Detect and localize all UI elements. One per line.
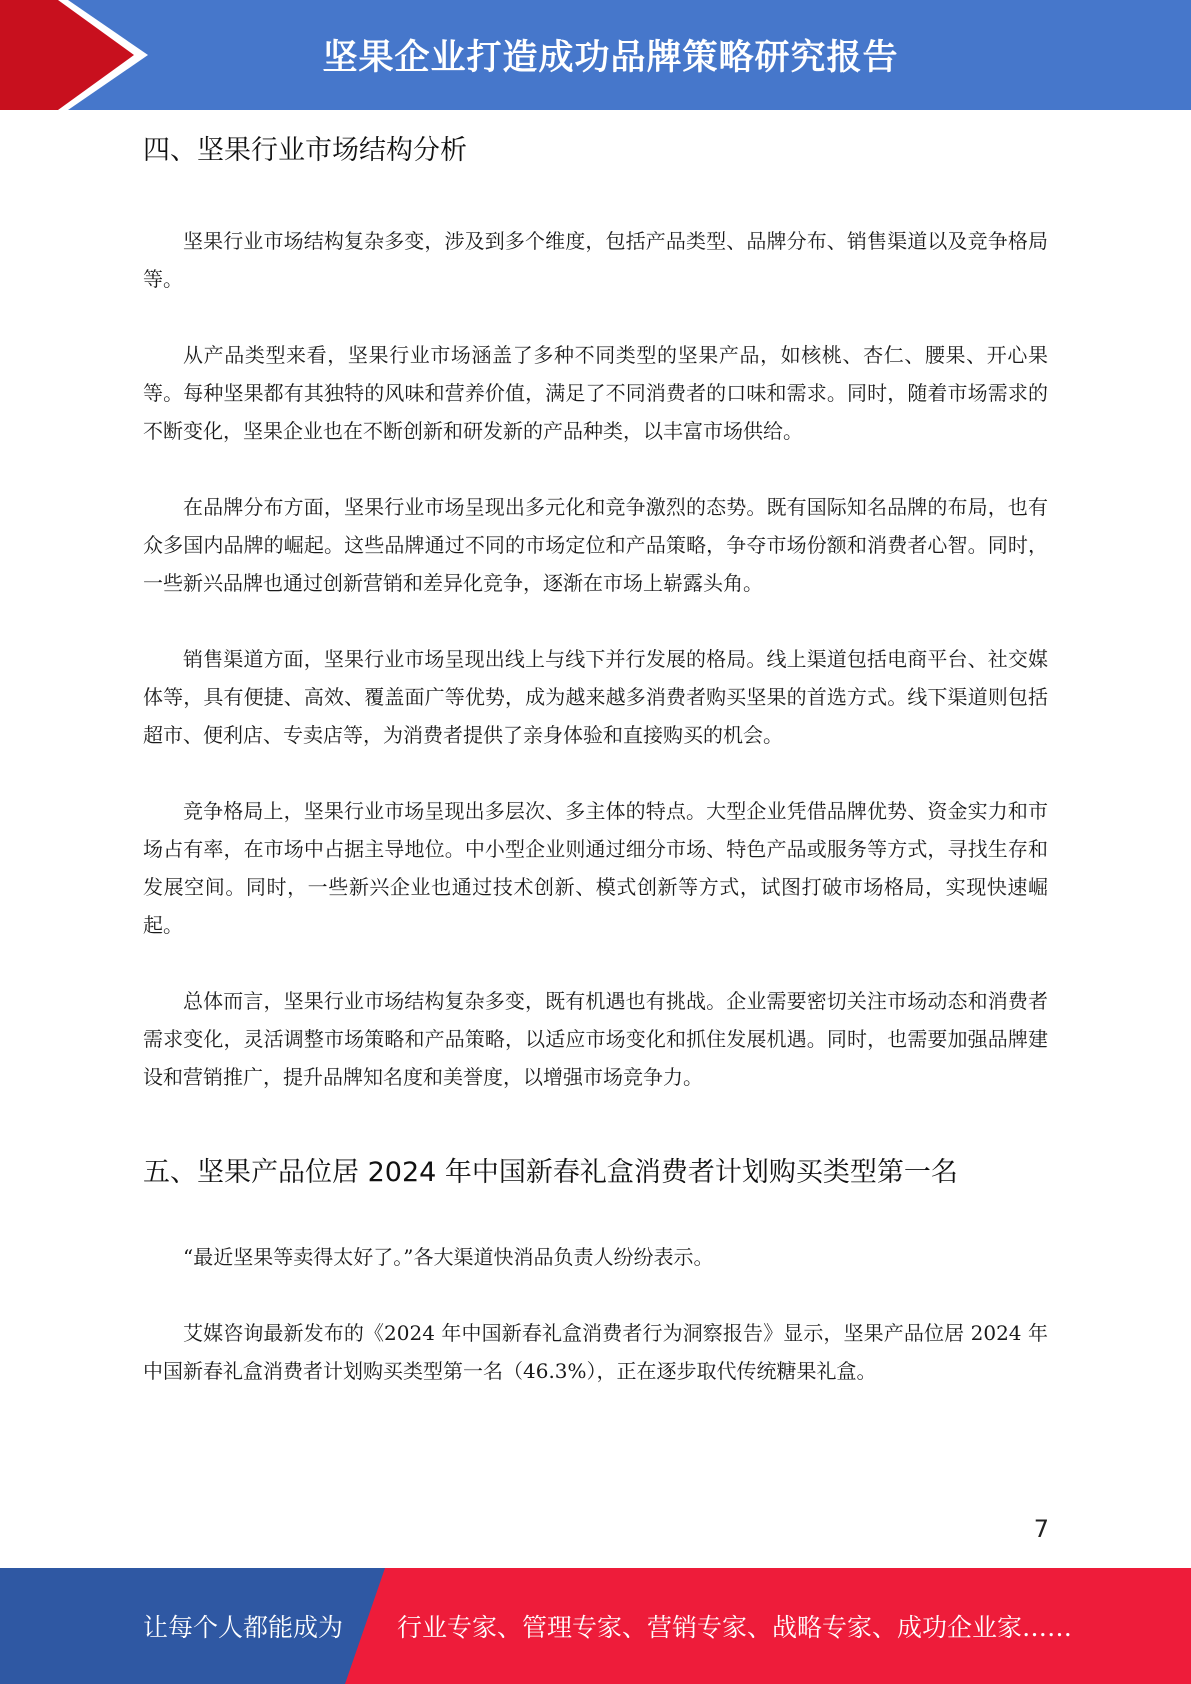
paragraph: 总体而言，坚果行业市场结构复杂多变，既有机遇也有挑战。企业需要密切关注市场动态和消费者需求变化，灵活调整市场策略和产品策略，以适应市场变化和抓住发展机遇。同时，也需要加强品牌建设和营销推广，提升品牌知名度和美誉度，以增强市场竞争力。 [143, 988, 1048, 1089]
page-footer [0, 1568, 1191, 1684]
paragraph: 艾媒咨询最新发布的《2024 年中国新春礼盒消费者行为洞察报告》显示，坚果产品位居 2024 年中国新春礼盒消费者计划购买类型第一名（46.3%），正在逐步取代传统糖果礼盒。 [143, 1320, 1048, 1383]
page-content [143, 110, 1048, 1428]
page-header [0, 0, 1191, 110]
section-heading: 五、坚果产品位居 2024 年中国新春礼盒消费者计划购买类型第一名 [143, 1156, 958, 1188]
document-title: 坚果企业打造成功品牌策略研究报告 [322, 38, 899, 78]
paragraph: 竞争格局上，坚果行业市场呈现出多层次、多主体的特点。大型企业凭借品牌优势、资金实力和市场占有率，在市场中占据主导地位。中小型企业则通过细分市场、特色产品或服务等方式，寻找生存和发展空间。同时，一些新兴企业也通过技术创新、模式创新等方式，试图打破市场格局，实现快速崛起。 [143, 798, 1048, 937]
paragraph: 从产品类型来看，坚果行业市场涵盖了多种不同类型的坚果产品，如核桃、杏仁、腰果、开心果等。每种坚果都有其独特的风味和营养价值，满足了不同消费者的口味和需求。同时，随着市场需求的不断变化，坚果企业也在不断创新和研发新的产品种类，以丰富市场供给。 [143, 342, 1048, 443]
section-heading: 四、坚果行业市场结构分析 [143, 135, 467, 166]
page-number: 7 [1033, 1515, 1049, 1543]
paragraph: 销售渠道方面，坚果行业市场呈现出线上与线下并行发展的格局。线上渠道包括电商平台、社交媒体等，具有便捷、高效、覆盖面广等优势，成为越来越多消费者购买坚果的首选方式。线下渠道则包括超市、便利店、专卖店等，为消费者提供了亲身体验和直接购买的机会。 [143, 646, 1048, 747]
footer-slogan-left: 让每个人都能成为 [143, 1613, 344, 1642]
header-arrow-decoration [0, 0, 150, 110]
paragraph: “最近坚果等卖得太好了。”各大渠道快消品负责人纷纷表示。 [183, 1244, 714, 1269]
paragraph: 在品牌分布方面，坚果行业市场呈现出多元化和竞争激烈的态势。既有国际知名品牌的布局，也有众多国内品牌的崛起。这些品牌通过不同的市场定位和产品策略，争夺市场份额和消费者心智。同时，一些新兴品牌也通过创新营销和差异化竞争，逐渐在市场上崭露头角。 [143, 494, 1048, 595]
paragraph: 坚果行业市场结构复杂多变，涉及到多个维度，包括产品类型、品牌分布、销售渠道以及竞争格局等。 [143, 228, 1048, 291]
footer-slogan-right: 行业专家、管理专家、营销专家、战略专家、成功企业家…… [397, 1613, 1073, 1642]
